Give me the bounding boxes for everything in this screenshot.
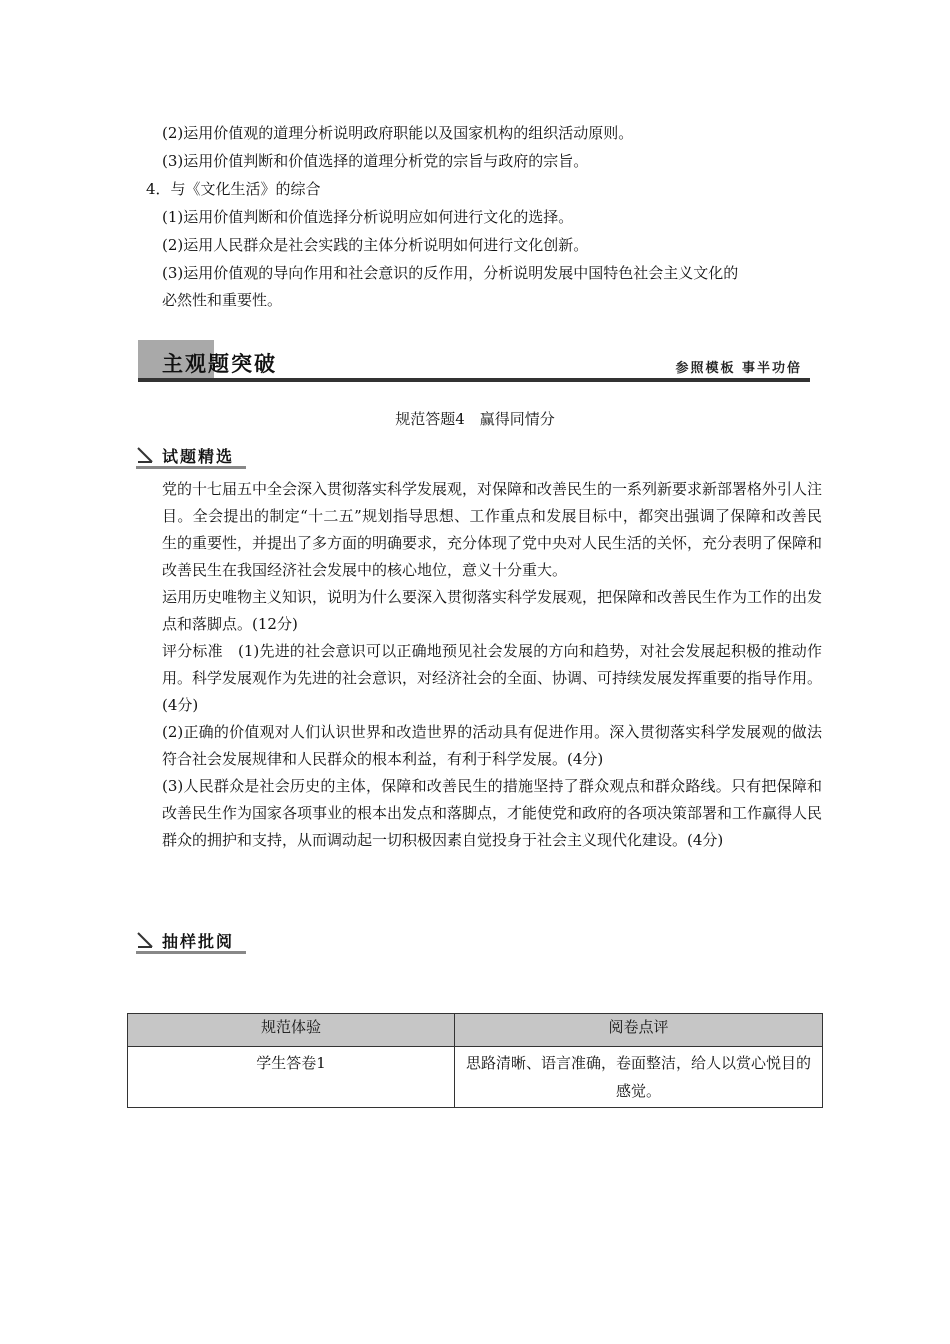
- criteria-1: 评分标准 (1)先进的社会意识可以正确地预见社会发展的方向和趋势，对社会发展起积极的推动作用。科学发展观作为先进的社会意识，对经济社会的全面、协调、可持续发展发挥重要的指导作用。(4分): [162, 642, 823, 714]
- section-banner: [138, 340, 810, 386]
- section-header-questions: [136, 442, 246, 470]
- table-header-cell: 规范体验: [128, 1014, 455, 1047]
- sub-item-3-line-2: 必然性和重要性。: [162, 291, 283, 309]
- review-table: [127, 1013, 823, 1108]
- section-underline: [136, 466, 246, 469]
- sub-item-1: (1)运用价值判断和价值选择分析说明应如何进行文化的选择。: [162, 208, 574, 226]
- table-header-row: [128, 1014, 823, 1047]
- criteria-3: (3)人民群众是社会历史的主体，保障和改善民生的措施坚持了群众观点和群众路线。只有把保障和改善民生作为国家各项事业的根本出发点和落脚点，才能使党和政府的各项决策部署和工作赢得人民群众的拥护和支持，从而调动起一切积极因素自觉投身于社会主义现代化建设。(4分): [162, 777, 823, 849]
- banner-title: 主观题突破: [162, 352, 277, 376]
- section-underline: [136, 951, 246, 954]
- question-paragraph: 党的十七届五中全会深入贯彻落实科学发展观，对保障和改善民生的一系列新要求新部署格外引人注目。全会提出的制定“十二五”规划指导思想、工作重点和发展目标中，都突出强调了保障和改善民生的重要性，并提出了多方面的明确要求，充分体现了党中央对人民生活的关怀，充分表明了保障和改善民生在我国经济社会发展中的核心地位，意义十分重大。: [162, 480, 823, 579]
- table-row: [128, 1047, 823, 1108]
- table-cell: 思路清晰、语言准确，卷面整洁，给人以赏心悦目的感觉。: [455, 1047, 823, 1108]
- table-header-cell: 阅卷点评: [455, 1014, 823, 1047]
- heading-4: 4．与《文化生活》的综合: [146, 180, 321, 198]
- diagonal-marker-icon: [136, 931, 154, 949]
- section-header-sampling: [136, 927, 246, 955]
- banner-slogan: 参照模板 事半功倍: [675, 361, 802, 376]
- sub-item-3-line-1: (3)运用价值观的导向作用和社会意识的反作用，分析说明发展中国特色社会主义文化的: [162, 264, 739, 282]
- section-label: 抽样批阅: [162, 932, 235, 951]
- task-paragraph: 运用历史唯物主义知识，说明为什么要深入贯彻落实科学发展观，把保障和改善民生作为工作的出发点和落脚点。(12分): [162, 588, 823, 633]
- center-title: 规范答题4 赢得同情分: [395, 410, 555, 428]
- list-item-2: (2)运用价值观的道理分析说明政府职能以及国家机构的组织活动原则。: [162, 124, 634, 142]
- banner-rule: [138, 378, 810, 382]
- question-body: [162, 476, 822, 854]
- section-label: 试题精选: [162, 447, 235, 466]
- sub-item-2: (2)运用人民群众是社会实践的主体分析说明如何进行文化创新。: [162, 236, 589, 254]
- diagonal-marker-icon: [136, 446, 154, 464]
- criteria-2: (2)正确的价值观对人们认识世界和改造世界的活动具有促进作用。深入贯彻落实科学发展观的做法符合社会发展规律和人民群众的根本利益，有利于科学发展。(4分): [162, 723, 822, 768]
- table-cell: 学生答卷1: [128, 1047, 455, 1108]
- list-item-3: (3)运用价值判断和价值选择的道理分析党的宗旨与政府的宗旨。: [162, 152, 589, 170]
